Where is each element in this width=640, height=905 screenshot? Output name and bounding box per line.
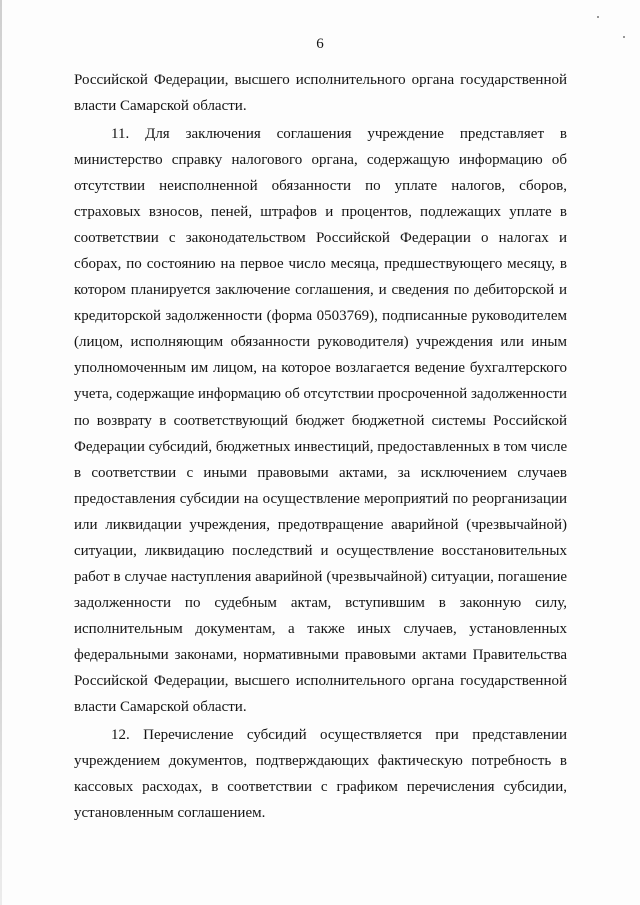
page-number: 6	[316, 36, 324, 52]
text-line: (лицом, исполняющим обязанности руководителя) учреждения или иным	[74, 334, 567, 351]
paragraph-body	[74, 67, 567, 119]
text-line: предоставления субсидии на осуществление мероприятий по реорганизации	[74, 490, 567, 507]
text-line: 11. Для заключения соглашения учреждение представляет в	[111, 126, 567, 142]
text-line: по возврату в соответствующий бюджет бюджетной системы Российской	[74, 412, 567, 429]
text-line: отсутствии неисполненной обязанности по уплате налогов, сборов,	[74, 178, 567, 195]
text-line: установленным соглашением.	[74, 805, 266, 822]
text-line: власти Самарской области.	[74, 699, 247, 716]
text-line: кредиторской задолженности (форма 0503769), подписанные руководителем	[74, 308, 567, 325]
text-line: федеральными законами, нормативными правовыми актами Правительства	[74, 646, 567, 663]
text-line: Федерации субсидий, бюджетных инвестиций, предоставленных в том числе	[74, 438, 568, 455]
paragraph-body	[74, 121, 567, 720]
text-line: 12. Перечисление субсидий осуществляется при представлении	[111, 727, 567, 743]
text-line: учета, содержащие информацию об отсутствии просроченной задолженности	[74, 386, 567, 403]
scan-left-edge	[0, 0, 2, 905]
text-line: или ликвидации учреждения, предотвращение аварийной (чрезвычайной)	[74, 516, 567, 533]
text-line: сборах, по состоянию на первое число месяца, предшествующего месяцу, в	[74, 256, 567, 273]
text-line: ситуации, ликвидацию последствий и осуществление восстановительных	[74, 542, 567, 559]
text-line: соответствии с законодательством Российской Федерации о налогах и	[74, 230, 567, 247]
text-line: уполномоченным им лицом, на которое возлагается ведение бухгалтерского	[74, 360, 567, 377]
text-line: Российской Федерации, высшего исполнительного органа государственной	[74, 672, 567, 689]
text-line: власти Самарской области.	[74, 98, 247, 115]
text-line: в соответствии с иными правовыми актами, за исключением случаев	[74, 464, 567, 481]
text-line: министерство справку налогового органа, содержащую информацию об	[74, 152, 567, 169]
text-line: задолженности по судебным актам, вступившим в законную силу,	[74, 594, 567, 611]
text-line: работ в случае наступления аварийной (чрезвычайной) ситуации, погашение	[74, 568, 567, 585]
paragraph-body	[74, 722, 567, 826]
text-line: учреждением документов, подтверждающих фактическую потребность в	[74, 753, 567, 770]
paragraph-continuation	[74, 67, 567, 119]
text-line: исполнительным документам, а также иных случаев, установленных	[74, 620, 567, 637]
scan-speck	[597, 16, 599, 18]
text-line: Российской Федерации, высшего исполнительного органа государственной	[74, 72, 567, 88]
text-line: кассовых расходах, в соответствии с графиком перечисления субсидии,	[74, 779, 567, 796]
text-line: котором планируется заключение соглашения, и сведения по дебиторской и	[74, 282, 567, 299]
text-line: страховых взносов, пеней, штрафов и процентов, подлежащих уплате в	[74, 204, 567, 221]
paragraph-clause-12	[74, 722, 567, 826]
paragraph-clause-11	[74, 121, 567, 720]
